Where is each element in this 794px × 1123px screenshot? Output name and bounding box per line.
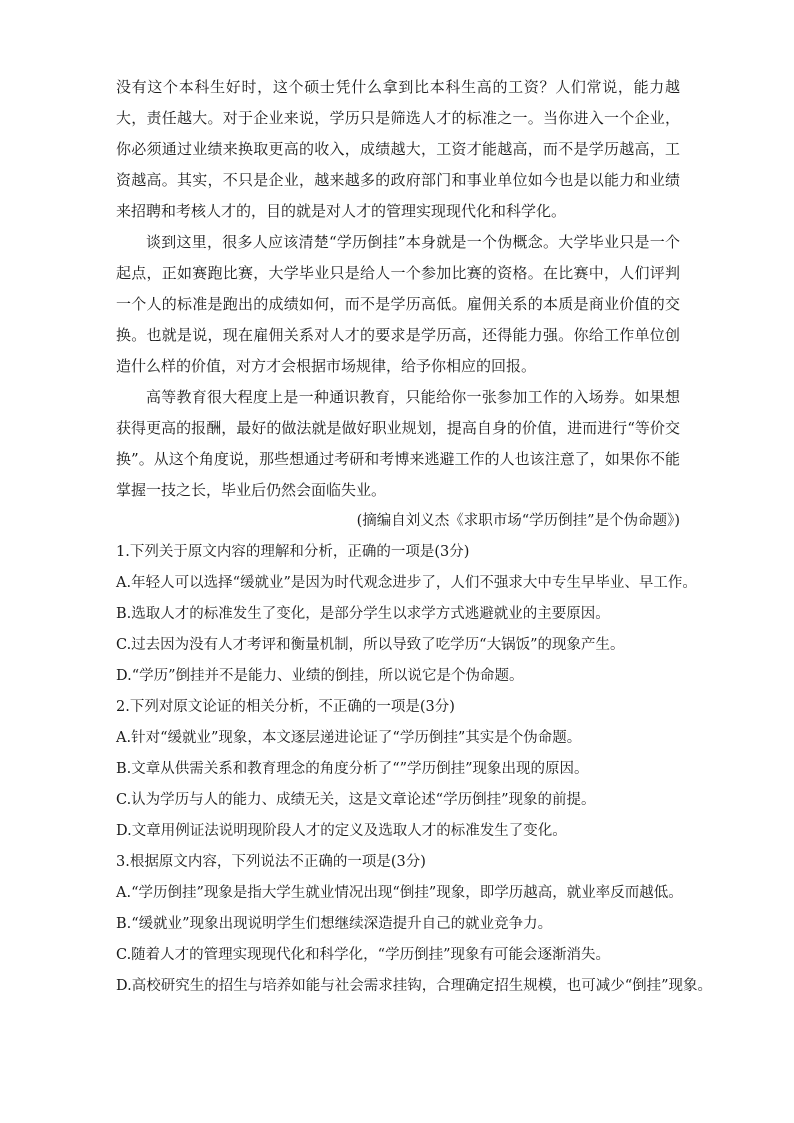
body-paragraph: 高等教育很大程度上是一种通识教育，只能给你一张参加工作的入场券。如果想获得更高的报酬，最好的做法就是做好职业规划，提高自身的价值，进而进行“等价交换”。从这个角度说，那些想通过考研和考博来逃避工作的人也该注意了，如果你不能掌握一技之长，毕业后仍然会面临失业。	[116, 388, 680, 499]
question-block	[116, 537, 697, 692]
question-option: A.针对“缓就业”现象，本文逐层递进论证了“学历倒挂”其实是个伪命题。	[116, 730, 582, 746]
question-option: C.随着人才的管理实现现代化和科学化，“学历倒挂”现象有可能会逐渐消失。	[116, 947, 611, 963]
question-option: B.“缓就业”现象出现说明学生们想继续深造提升自己的就业竞争力。	[116, 916, 553, 932]
question-block	[116, 847, 713, 1002]
question-option: B.文章从供需关系和教育理念的角度分析了“”学历倒挂”现象出现的原因。	[116, 761, 589, 777]
question-option: D.高校研究生的招生与培养如能与社会需求挂钩，合理确定招生规模，也可减少“倒挂”现象。	[116, 978, 713, 994]
question-option: C.认为学历与人的能力、成绩无关，这是文章论述“学历倒挂”现象的前提。	[116, 792, 596, 808]
question-option: C.过去因为没有人才考评和衡量机制，所以导致了吃学历“大锅饭”的现象产生。	[116, 637, 625, 653]
question-option: B.选取人才的标准发生了变化，是部分学生以求学方式逃避就业的主要原因。	[116, 606, 610, 622]
question-stem: 2.下列对原文论证的相关分析，不正确的一项是(3分)	[116, 699, 455, 715]
question-option: D.“学历”倒挂并不是能力、业绩的倒挂，所以说它是个伪命题。	[116, 668, 524, 684]
document-page	[116, 72, 713, 1002]
source-citation: (摘编自刘义杰《求职市场“学历倒挂”是个伪命题》)	[356, 513, 680, 529]
question-block	[116, 692, 680, 847]
question-stem: 1.下列关于原文内容的理解和分析，正确的一项是(3分)	[116, 544, 470, 560]
body-paragraph: 没有这个本科生好时，这个硕士凭什么拿到比本科生高的工资？人们常说，能力越大，责任越大。对于企业来说，学历只是筛选人才的标准之一。当你进入一个企业，你必须通过业绩来换取更高的收入，成绩越大，工资才能越高，而不是学历越高，工资越高。其实，不只是企业，越来越多的政府部门和事业单位如今也是以能力和业绩来招聘和考核人才的，目的就是对人才的管理实现现代化和科学化。	[116, 78, 680, 220]
question-stem: 3.根据原文内容，下列说法不正确的一项是(3分)	[116, 854, 426, 870]
question-option: A.年轻人可以选择“缓就业”是因为时代观念进步了，人们不强求大中专生早毕业、早工作。	[116, 575, 697, 591]
body-paragraph: 谈到这里，很多人应该清楚“学历倒挂”本身就是一个伪概念。大学毕业只是一个起点，正如赛跑比赛，大学毕业只是给人一个参加比赛的资格。在比赛中，人们评判一个人的标准是跑出的成绩如何，而不是学历高低。雇佣关系的本质是商业价值的交换。也就是说，现在雇佣关系对人才的要求是学历高，还得能力强。你给工作单位创造什么样的价值，对方才会根据市场规律，给予你相应的回报。	[116, 233, 680, 375]
question-option: D.文章用例证法说明现阶段人才的定义及选取人才的标准发生了变化。	[116, 823, 567, 839]
question-option: A.“学历倒挂”现象是指大学生就业情况出现“倒挂”现象，即学历越高，就业率反而越低。	[116, 885, 683, 901]
